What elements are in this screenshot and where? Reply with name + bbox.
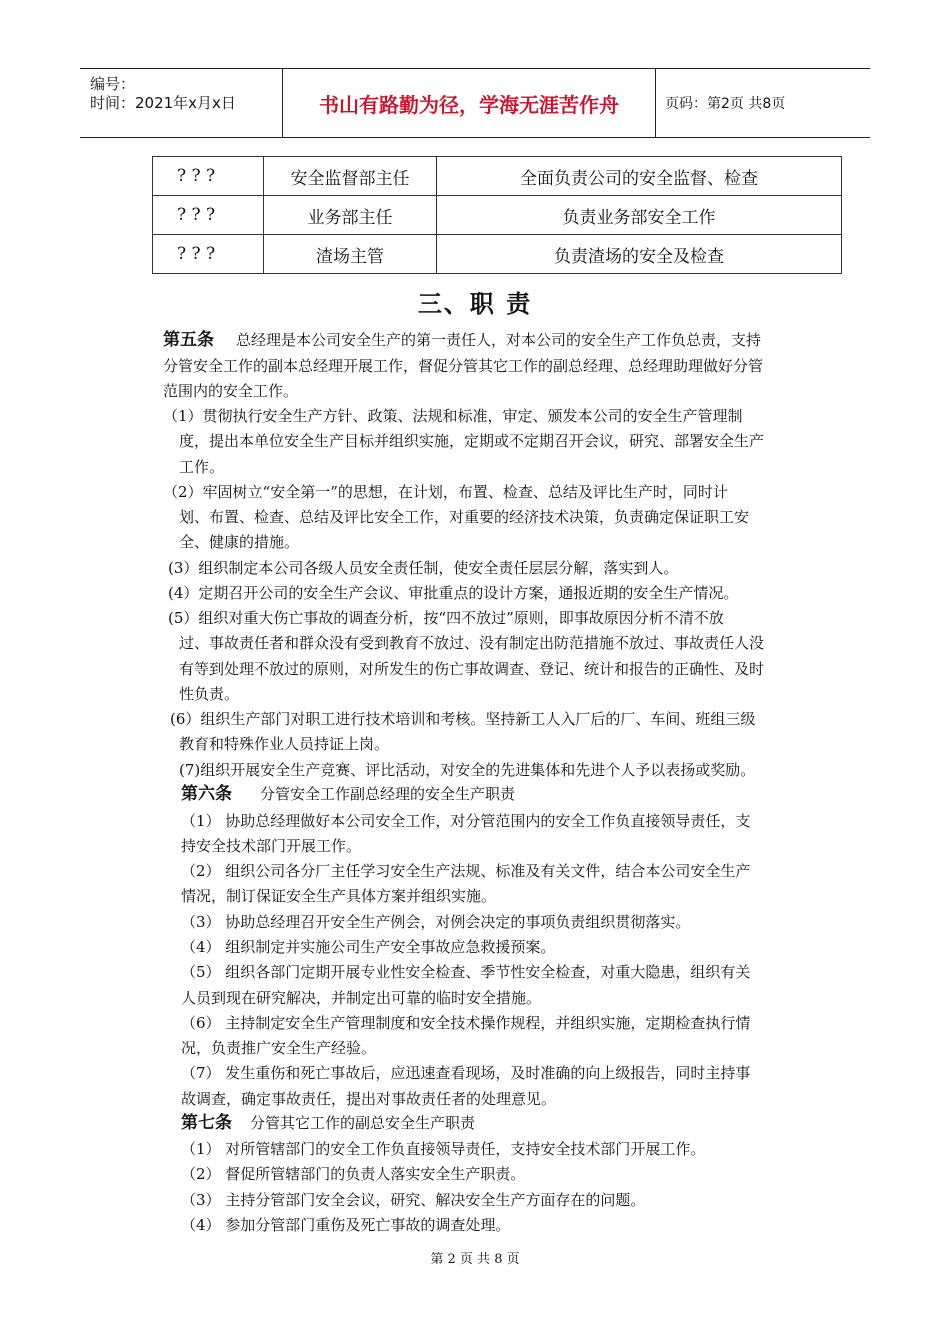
text-line: （1）贯彻执行安全生产方针、政策、法规和标准，审定、颁发本公司的安全生产管理制	[163, 407, 743, 425]
text-line: 第七条 分管其它工作的副总安全生产职责	[181, 1113, 476, 1133]
text-line: 持安全技术部门开展工作。	[181, 837, 362, 855]
header-motto: 书山有路勤为径，学海无涯苦作舟	[319, 92, 619, 117]
role-person: ? ? ?	[153, 235, 264, 274]
table-row	[153, 196, 842, 235]
role-person: ? ? ?	[153, 196, 264, 235]
text-line: 全、健康的措施。	[179, 533, 300, 551]
role-title: 业务部主任	[264, 196, 437, 235]
text-line: （3） 主持分管部门安全会议，研究、解决安全生产方面存在的问题。	[181, 1191, 646, 1209]
text-line: 工作。	[179, 458, 225, 476]
page-footer: 第 2 页 共 8 页	[430, 1252, 520, 1267]
text-line: （1） 对所管辖部门的安全工作负直接领导责任，支持安全技术部门开展工作。	[181, 1140, 706, 1158]
section-title: 三、职 责	[417, 290, 533, 318]
text-line: 故调查，确定事故责任，提出对事故责任者的处理意见。	[181, 1090, 557, 1108]
text-line: 过、事故责任者和群众没有受到教育不放过、没有制定出防范措施不放过、事故责任人没	[179, 634, 765, 652]
text-line: 情况，制订保证安全生产具体方案并组织实施。	[181, 887, 497, 905]
header-meta	[80, 69, 282, 137]
text-line: 范围内的安全工作。	[163, 382, 299, 400]
text-line: 人员到现在研究解决，并制定出可靠的临时安全措施。	[181, 989, 542, 1007]
text-line: 性负责。	[179, 685, 240, 703]
text-line: 度，提出本单位安全生产目标并组织实施，定期或不定期召开会议，研究、部署安全生产	[179, 432, 765, 450]
text-line: 第六条 分管安全工作副总经理的安全生产职责	[181, 784, 516, 804]
article-heading: 第五条	[163, 330, 214, 350]
text-line: 有等到处理不放过的原则，对所发生的伤亡事故调查、登记、统计和报告的正确性、及时	[179, 660, 765, 678]
text-line: （7） 发生重伤和死亡事故后，应迅速查看现场，及时准确的向上级报告，同时主持事	[181, 1064, 751, 1082]
role-person: ? ? ?	[153, 157, 264, 196]
text-line: 第五条 总经理是本公司安全生产的第一责任人，对本公司的安全生产工作负总责，支持	[163, 330, 762, 350]
text-line: (5）组织对重大伤亡事故的调查分析，按“四不放过”原则，即事故原因分析不清不放	[168, 609, 724, 627]
text-line: （4） 组织制定并实施公司生产安全事故应急救援预案。	[181, 938, 556, 956]
page-header	[80, 68, 870, 138]
role-duty: 负责渣场的安全及检查	[437, 235, 842, 274]
text-line: （1） 协助总经理做好本公司安全工作，对分管范围内的安全工作负直接领导责任，支	[181, 812, 751, 830]
role-title: 安全监督部主任	[264, 157, 437, 196]
article-heading: 第六条	[181, 784, 232, 804]
text-line: （5） 组织各部门定期开展专业性安全检查、季节性安全检查，对重大隐患，组织有关	[181, 963, 751, 981]
text-line: (4）定期召开公司的安全生产会议、审批重点的设计方案，通报近期的安全生产情况。	[168, 584, 739, 602]
article-heading: 第七条	[181, 1113, 232, 1133]
text-line: 分管安全工作的副本总经理开展工作，督促分管其它工作的副总经理、总经理助理做好分管	[163, 357, 764, 375]
table-row	[153, 157, 842, 196]
header-motto-cell	[282, 69, 656, 137]
text-line: （2） 督促所管辖部门的负责人落实安全生产职责。	[181, 1165, 526, 1183]
text-line: （4） 参加分管部门重伤及死亡事故的调查处理。	[181, 1216, 511, 1234]
document-time-label: 时间：2021年x月x日	[90, 94, 236, 112]
text-line: （3） 协助总经理召开安全生产例会，对例会决定的事项负责组织贯彻落实。	[181, 913, 691, 931]
document-code-label: 编号：	[90, 75, 136, 93]
text-line: (3）组织制定本公司各级人员安全责任制，使安全责任层层分解，落实到人。	[168, 559, 679, 577]
text-line: （6） 主持制定安全生产管理制度和安全技术操作规程，并组织实施，定期检查执行情	[181, 1014, 751, 1032]
table-row	[153, 235, 842, 274]
role-duty: 全面负责公司的安全监督、检查	[437, 157, 842, 196]
role-title: 渣场主管	[264, 235, 437, 274]
text-line: （2） 组织公司各分厂主任学习安全生产法规、标准及有关文件，结合本公司安全生产	[181, 862, 751, 880]
text-line: (7)组织开展安全生产竞赛、评比活动，对安全的先进集体和先进个人予以表扬或奖励。	[179, 761, 756, 779]
header-page-number: 页码：第2页 共8页	[665, 96, 786, 112]
role-duty: 负责业务部安全工作	[437, 196, 842, 235]
text-line: 教育和特殊作业人员持证上岗。	[179, 735, 390, 753]
text-line: （2）牢固树立“安全第一”的思想，在计划，布置、检查、总结及评比生产时，同时计	[163, 483, 728, 501]
text-line: 划、布置、检查、总结及评比安全工作，对重要的经济技术决策，负责确定保证职工安	[179, 508, 750, 526]
text-line: (6）组织生产部门对职工进行技术培训和考核。坚持新工人入厂后的厂、车间、班组三级	[170, 710, 756, 728]
text-line: 况，负责推广安全生产经验。	[181, 1039, 377, 1057]
roles-table	[152, 156, 842, 274]
